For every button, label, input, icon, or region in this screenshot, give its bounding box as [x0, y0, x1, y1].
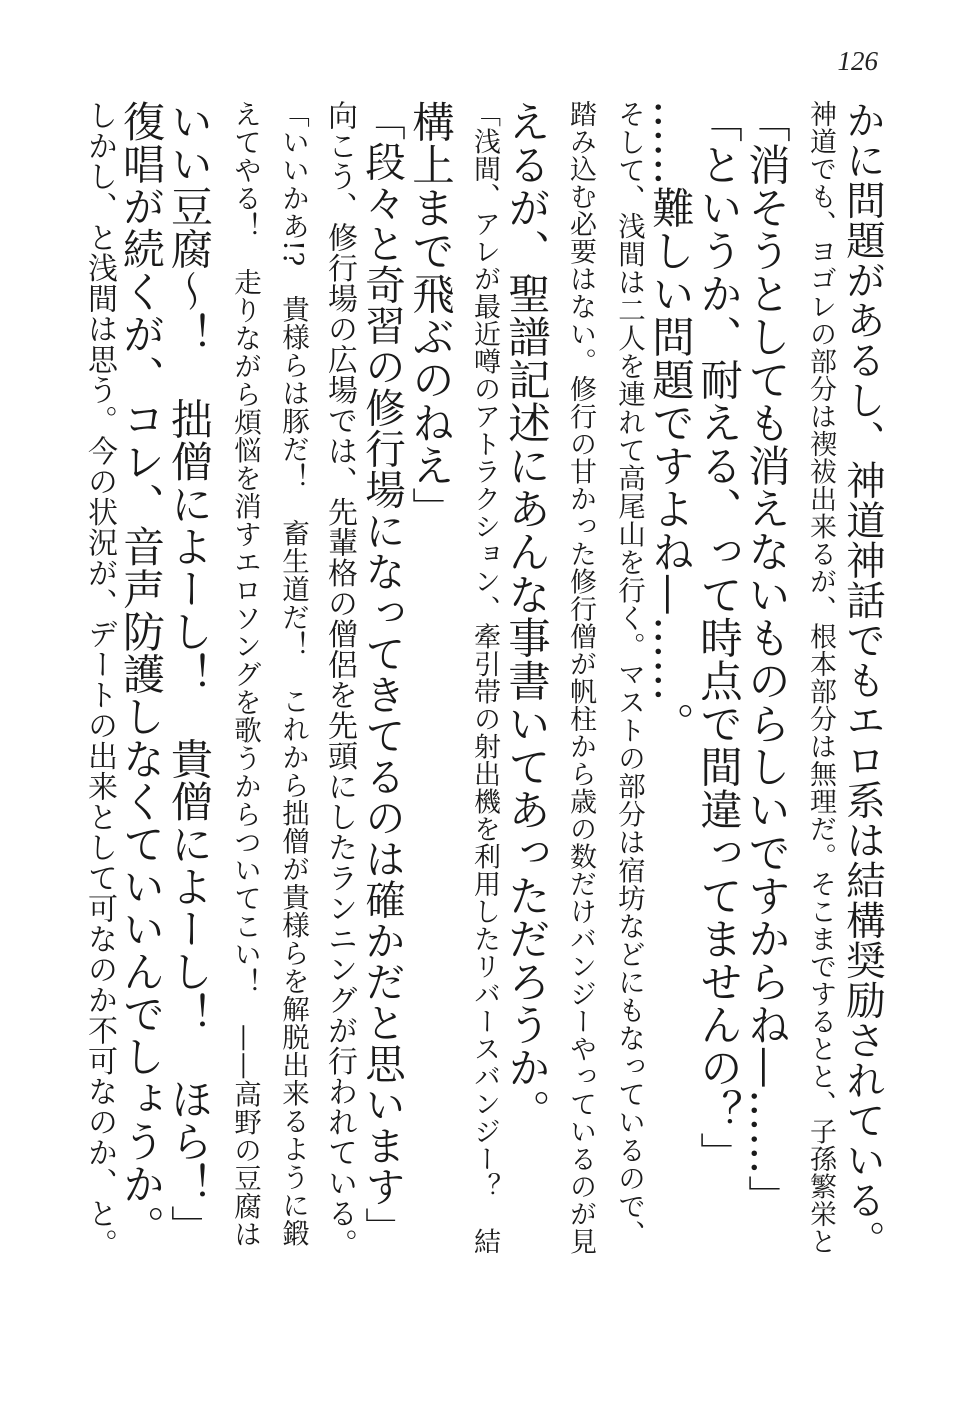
text-line: 踏み込む必要はない。修行の甘かった修行僧が帆柱から歳の数だけバンジーやっているのが見: [565, 100, 596, 1255]
text-line: 「浅間、アレが最近噂のアトラクション、牽引帯の射出機を利用したリバースバンジー？ 結: [469, 100, 500, 1255]
text-line: 神道でも、ヨゴレの部分は禊祓出来るが、根本部分は無理だ。そこまでするとと、子孫繁栄と: [805, 100, 836, 1255]
text-line: 「というか、耐える、って時点で間違ってませんの？」: [693, 100, 742, 1175]
text-line: 復唱が続くが、コレ、音声防護しなくていいんでしょうか。: [117, 100, 166, 1248]
text-line: 向こう、修行場の広場では、先輩格の僧侶を先頭にしたランニングが行われている。: [322, 100, 357, 1259]
text-line: かに問題があるし、神道神話でもエロ系は結構奨励されている。: [840, 100, 886, 1260]
text-line: ……難しい問題ですよね—……。: [645, 100, 694, 745]
text-line: 「段々と奇習の修行場になってきてるのは確かだと思います」: [358, 100, 406, 1248]
text-line: えるが、聖譜記述にあんな事書いてあっただろうか。: [501, 100, 550, 1132]
vertical-text-block: [62, 100, 886, 1260]
text-line: 「いいかあ!? 貴様らは豚だ！ 畜生道だ！ これから拙僧が貴様らを解脱出来るように鍛: [277, 100, 309, 1247]
text-line: 構上まで飛ぶのねえ」: [405, 100, 454, 530]
text-line: しかし、と浅間は思う。今の状況が、デートの出来として可なのか不可なのか、と。: [82, 100, 117, 1259]
page-number: 126: [837, 46, 878, 76]
text-line: 「消そうとしても消えないものらしいですからね—……」: [741, 100, 790, 1218]
text-line: えてやる！ 走りながら煩悩を消すエロソングを歌うからついてこい！ ——高野の豆腐は: [229, 100, 261, 1248]
text-line: そして、浅間は二人を連れて高尾山を行く。マストの部分は宿坊などにもなっているので、: [613, 100, 645, 1248]
text-line: いい豆腐～！ 拙僧によーし！ 貴僧によーし！ ほら！」: [165, 100, 214, 1248]
